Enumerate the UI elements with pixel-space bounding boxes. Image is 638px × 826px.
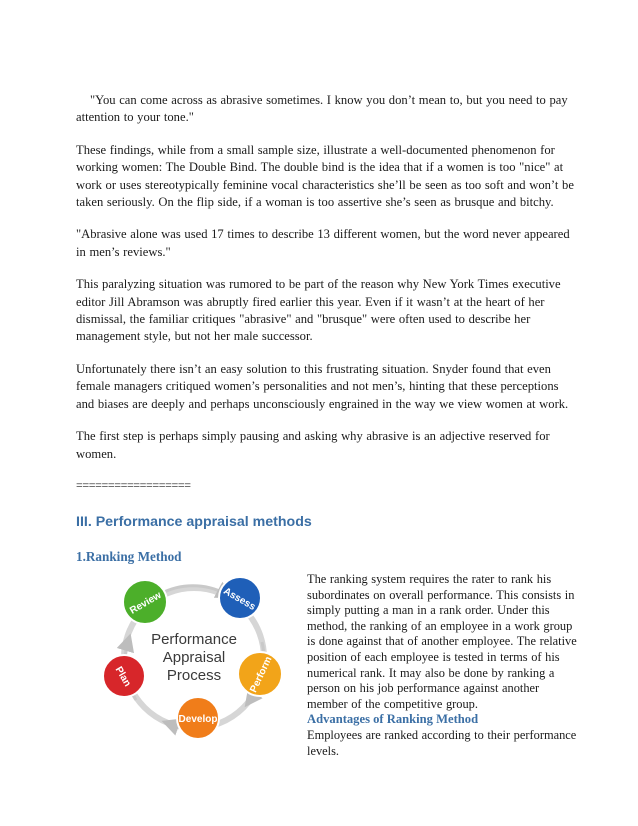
diagram-title-line3: Process [166,667,222,684]
body-paragraph: This paralyzing situation was rumored to be part of the reason why New York Times executive editor Jill Abramson was abruptly fired earlier this year. Even if it wasn’t at the heart of her dismissal, the familiar critiques "abrasive" and "brusque" were often used to describe her management style, but not her male successor. [76,277,561,344]
node-review [123,580,167,624]
subheading: 1.Ranking Method [76,548,182,564]
quote-paragraph: "You can come across as abrasive sometimes. I know you don’t mean to, but you need to pay attention to your tone." [76,93,568,125]
advantages-heading: Advantages of Ranking Method [307,712,479,727]
body-paragraph: Unfortunately there isn’t an easy solution to this frustrating situation. Snyder found that even female managers critiqued women’s personalities and not men’s, hinting that these perceptions and biases are deeply and perhaps unconsciously engrained in the way we view women at work. [76,361,569,411]
node-develop-label: Develop [178,714,218,725]
node-assess-label: Assess [221,585,258,613]
body-paragraph: These findings, while from a small sample size, illustrate a well-documented phenomenon for working women: The Double Bind. The double bind is the idea that if a women is too "nice" at work or uses stereotypically feminine vocal characteristics she’ll be seen as too soft and won’t be taken seriously. On the flip side, if a woman is too assertive she’s seen as brusque and bitchy. [76,142,574,210]
diagram-title-line2: Appraisal [162,649,226,666]
ranking-description: The ranking system requires the rater to rank his subordinates on overall performance. This consists in simply putting a man in a rank order. Under this method, the ranking of an employee in a work group is done against that of another employee. The relative position of each employee is tested in terms of his numerical rank. It may also be done by ranking a person on his job performance against another member of the competitive group. [307,572,577,711]
node-perform-label: Perform [248,654,275,695]
node-assess [219,577,261,619]
document-body [76,92,576,565]
node-develop [177,697,219,739]
divider-line: ================== [76,477,191,492]
ranking-method-column [307,572,579,759]
node-review-label: Review [128,589,164,617]
node-perform [238,652,282,696]
appraisal-process-diagram [100,572,288,742]
cycle-graphic [100,572,288,742]
advantages-text: Employees are ranked according to their performance levels. [307,727,577,758]
quote-paragraph: "Abrasive alone was used 17 times to describe 13 different women, but the word never appeared in men’s reviews." [76,227,570,259]
node-plan-label: Plan [112,664,133,689]
section-heading: III. Performance appraisal methods [76,513,312,530]
body-paragraph: The first step is perhaps simply pausing and asking why abrasive is an adjective reserved for women. [76,429,550,461]
node-plan [103,655,145,697]
diagram-title-line1: Performance [151,631,237,648]
